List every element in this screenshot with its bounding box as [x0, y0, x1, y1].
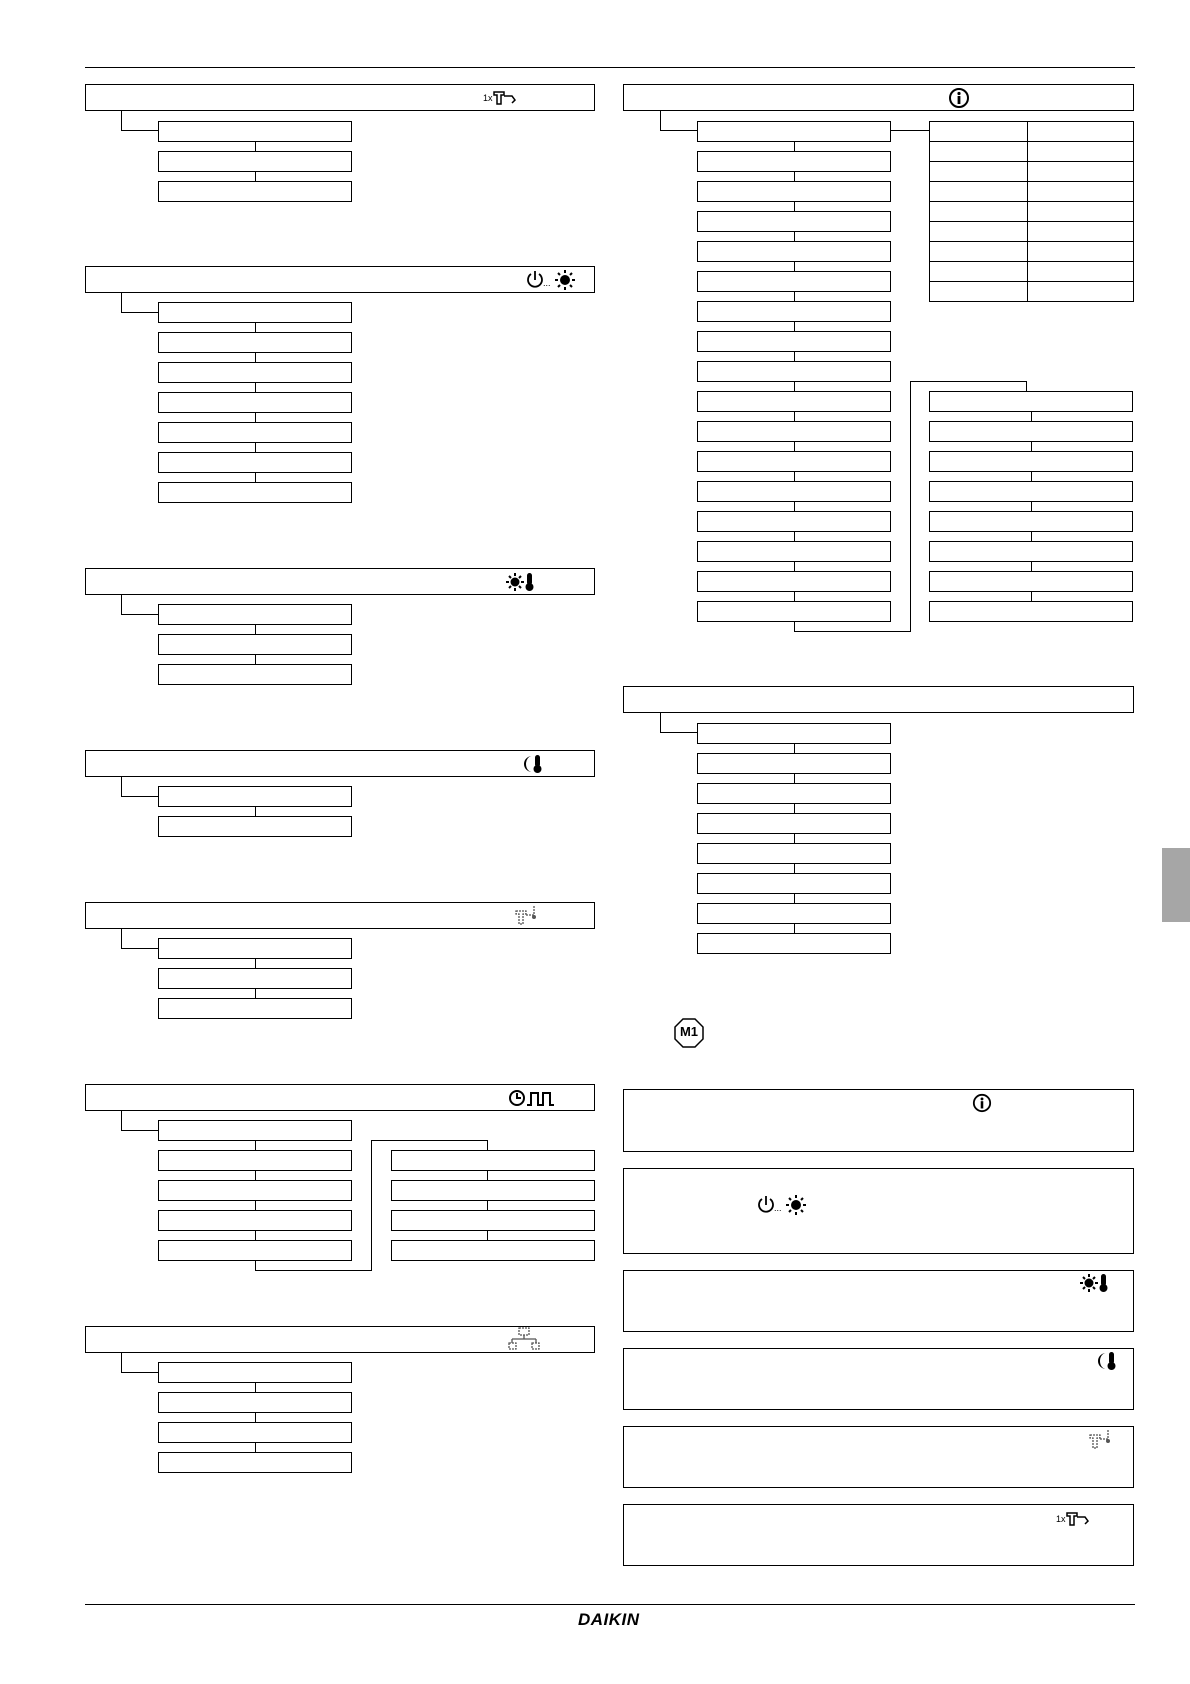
menu-item[interactable]	[697, 181, 891, 202]
svg-text:...: ...	[774, 1203, 782, 1213]
menu-item[interactable]	[158, 1452, 352, 1473]
table-cell	[1027, 181, 1134, 202]
side-tab-marker	[1162, 848, 1190, 922]
item-connector	[794, 894, 795, 903]
menu-item[interactable]	[697, 813, 891, 834]
item-connector	[255, 1171, 256, 1180]
menu-item[interactable]	[158, 302, 352, 323]
menu-item[interactable]	[697, 511, 891, 532]
table-cell	[1027, 121, 1134, 142]
menu-item[interactable]	[697, 391, 891, 412]
menu-item[interactable]	[697, 601, 891, 622]
header-rule	[85, 67, 1135, 68]
menu-item[interactable]	[158, 938, 352, 959]
table-cell	[929, 161, 1028, 182]
menu-item[interactable]	[697, 421, 891, 442]
item-connector	[255, 383, 256, 392]
table-cell	[929, 181, 1028, 202]
sub-menu-item[interactable]	[391, 1210, 595, 1231]
menu-item[interactable]	[697, 331, 891, 352]
menu-item[interactable]	[697, 843, 891, 864]
item-connector	[794, 472, 795, 481]
table-cell	[1027, 281, 1134, 302]
menu-item[interactable]	[158, 151, 352, 172]
menu-item[interactable]	[158, 998, 352, 1019]
menu-connector	[121, 1372, 158, 1373]
menu-item[interactable]	[697, 361, 891, 382]
info-box-heat-temp	[623, 1270, 1134, 1332]
sub-menu-item[interactable]	[391, 1240, 595, 1261]
item-connector	[255, 989, 256, 998]
item-connector	[794, 864, 795, 873]
item-connector	[1031, 502, 1032, 511]
branch-connector	[910, 381, 1026, 382]
menu-item[interactable]	[697, 211, 891, 232]
item-connector	[1031, 412, 1032, 421]
table-connector	[891, 130, 929, 131]
item-connector	[487, 1201, 488, 1210]
menu-bar-service[interactable]	[623, 686, 1134, 713]
item-connector	[1031, 532, 1032, 541]
brand-logo: DAIKIN	[578, 1610, 640, 1629]
menu-connector	[121, 1353, 122, 1373]
menu-connector	[121, 796, 158, 797]
menu-connector	[121, 614, 158, 615]
item-connector	[255, 1413, 256, 1422]
menu-connector	[121, 948, 158, 949]
branch-connector	[255, 1270, 371, 1271]
item-connector	[255, 625, 256, 634]
menu-item[interactable]	[158, 604, 352, 625]
menu-item[interactable]	[697, 783, 891, 804]
sub-menu-item[interactable]	[929, 511, 1133, 532]
network-icon	[508, 1327, 540, 1351]
footer-rule	[85, 1604, 1135, 1605]
menu-bar-info[interactable]	[623, 84, 1134, 111]
info-box-night-temp	[623, 1348, 1134, 1410]
item-connector	[794, 412, 795, 421]
item-connector	[255, 473, 256, 482]
menu-connector	[660, 111, 661, 131]
table-cell	[929, 221, 1028, 242]
info-icon	[972, 1093, 992, 1113]
menu-connector	[121, 929, 122, 949]
hot-water-tap-1x-icon	[483, 88, 519, 108]
menu-item[interactable]	[158, 1392, 352, 1413]
menu-item[interactable]	[697, 481, 891, 502]
item-connector	[794, 774, 795, 783]
table-cell	[1027, 241, 1134, 262]
item-connector	[255, 1231, 256, 1240]
menu-bar-power-heat[interactable]	[85, 266, 595, 293]
item-connector	[794, 232, 795, 241]
sub-menu-item[interactable]	[929, 541, 1133, 562]
menu-item[interactable]	[697, 151, 891, 172]
dhw-tank-icon	[514, 903, 542, 927]
item-connector	[794, 322, 795, 331]
heat-thermometer-icon	[1080, 1272, 1110, 1294]
item-connector	[255, 1383, 256, 1392]
menu-item[interactable]	[158, 1120, 352, 1141]
item-connector	[1031, 592, 1032, 601]
power-to-heat-icon	[756, 1194, 808, 1216]
menu-item[interactable]	[158, 1362, 352, 1383]
menu-connector	[121, 1111, 122, 1131]
m1-badge	[673, 1017, 705, 1049]
menu-connector	[660, 732, 697, 733]
table-cell	[929, 281, 1028, 302]
info-box-info	[623, 1089, 1134, 1152]
item-connector	[794, 172, 795, 181]
info-box-dhw	[623, 1426, 1134, 1488]
branch-connector	[1026, 381, 1027, 391]
menu-item[interactable]	[697, 241, 891, 262]
menu-item[interactable]	[158, 452, 352, 473]
info-box-power-heat	[623, 1168, 1134, 1254]
table-cell	[1027, 141, 1134, 162]
sub-menu-item[interactable]	[391, 1180, 595, 1201]
menu-item[interactable]	[697, 873, 891, 894]
item-connector	[794, 834, 795, 843]
menu-connector	[121, 1130, 158, 1131]
item-connector	[794, 592, 795, 601]
menu-item[interactable]	[158, 968, 352, 989]
item-connector	[255, 807, 256, 816]
item-connector	[794, 562, 795, 571]
menu-connector	[660, 713, 661, 733]
menu-item[interactable]	[158, 121, 352, 142]
table-cell	[1027, 261, 1134, 282]
night-thermometer-icon	[520, 753, 546, 775]
item-connector	[1031, 442, 1032, 451]
menu-connector	[121, 595, 122, 615]
menu-item[interactable]	[158, 332, 352, 353]
item-connector	[255, 443, 256, 452]
menu-bar-night-temp[interactable]	[85, 750, 595, 777]
item-connector	[794, 924, 795, 933]
item-connector	[255, 353, 256, 362]
menu-item[interactable]	[158, 664, 352, 685]
table-cell	[1027, 201, 1134, 222]
branch-connector	[910, 381, 911, 632]
svg-text:1x: 1x	[1056, 1514, 1066, 1524]
timer-pulse-icon	[508, 1087, 562, 1109]
sub-menu-item[interactable]	[929, 421, 1133, 442]
menu-item[interactable]	[697, 451, 891, 472]
table-cell	[929, 121, 1028, 142]
item-connector	[255, 1141, 256, 1150]
branch-connector	[487, 1140, 488, 1150]
menu-item[interactable]	[158, 1210, 352, 1231]
item-connector	[255, 1443, 256, 1452]
sub-menu-item[interactable]	[929, 451, 1133, 472]
menu-item[interactable]	[697, 903, 891, 924]
item-connector	[794, 262, 795, 271]
menu-item[interactable]	[697, 933, 891, 954]
svg-text:...: ...	[543, 278, 551, 288]
item-connector	[794, 292, 795, 301]
sub-menu-item[interactable]	[929, 391, 1133, 412]
hot-water-tap-1x-icon	[1056, 1509, 1092, 1529]
table-cell	[929, 201, 1028, 222]
table-cell	[929, 141, 1028, 162]
sub-menu-item[interactable]	[929, 481, 1133, 502]
item-connector	[794, 502, 795, 511]
menu-item[interactable]	[697, 541, 891, 562]
table-cell	[929, 261, 1028, 282]
power-to-heat-icon	[525, 269, 577, 291]
sub-menu-item[interactable]	[391, 1150, 595, 1171]
item-connector	[794, 382, 795, 391]
menu-item[interactable]	[697, 753, 891, 774]
menu-connector	[121, 111, 122, 131]
item-connector	[487, 1231, 488, 1240]
menu-item[interactable]	[158, 1150, 352, 1171]
sub-menu-item[interactable]	[929, 601, 1133, 622]
branch-connector	[371, 1140, 487, 1141]
item-connector	[794, 532, 795, 541]
item-connector	[1031, 562, 1032, 571]
menu-item[interactable]	[158, 422, 352, 443]
menu-item[interactable]	[158, 1240, 352, 1261]
svg-text:1x: 1x	[483, 93, 493, 103]
item-connector	[794, 804, 795, 813]
item-connector	[794, 352, 795, 361]
item-connector	[1031, 472, 1032, 481]
m1-label: M1	[679, 1024, 699, 1039]
menu-item[interactable]	[697, 271, 891, 292]
item-connector	[255, 959, 256, 968]
table-cell	[929, 241, 1028, 262]
menu-connector	[121, 293, 122, 313]
menu-connector	[121, 777, 122, 797]
menu-item[interactable]	[158, 362, 352, 383]
item-connector	[794, 744, 795, 753]
menu-item[interactable]	[158, 1422, 352, 1443]
item-connector	[255, 142, 256, 151]
item-connector	[487, 1171, 488, 1180]
night-thermometer-icon	[1094, 1350, 1120, 1372]
branch-connector	[371, 1140, 372, 1271]
table-cell	[1027, 221, 1134, 242]
table-cell	[1027, 161, 1134, 182]
item-connector	[255, 1201, 256, 1210]
item-connector	[794, 442, 795, 451]
menu-connector	[121, 312, 158, 313]
menu-connector	[660, 130, 697, 131]
item-connector	[794, 142, 795, 151]
heat-thermometer-icon	[506, 571, 536, 593]
item-connector	[255, 655, 256, 664]
item-connector	[255, 323, 256, 332]
menu-item[interactable]	[697, 571, 891, 592]
menu-connector	[121, 130, 158, 131]
menu-item[interactable]	[158, 634, 352, 655]
menu-item[interactable]	[697, 723, 891, 744]
menu-item[interactable]	[158, 482, 352, 503]
menu-item[interactable]	[697, 121, 891, 142]
menu-item[interactable]	[158, 816, 352, 837]
sub-menu-item[interactable]	[929, 571, 1133, 592]
branch-connector	[794, 631, 910, 632]
item-connector	[794, 202, 795, 211]
dhw-tank-icon	[1088, 1427, 1116, 1451]
menu-item[interactable]	[158, 786, 352, 807]
menu-item[interactable]	[158, 392, 352, 413]
item-connector	[255, 172, 256, 181]
item-connector	[255, 413, 256, 422]
info-icon	[948, 87, 970, 109]
menu-item[interactable]	[158, 181, 352, 202]
menu-item[interactable]	[697, 301, 891, 322]
menu-item[interactable]	[158, 1180, 352, 1201]
